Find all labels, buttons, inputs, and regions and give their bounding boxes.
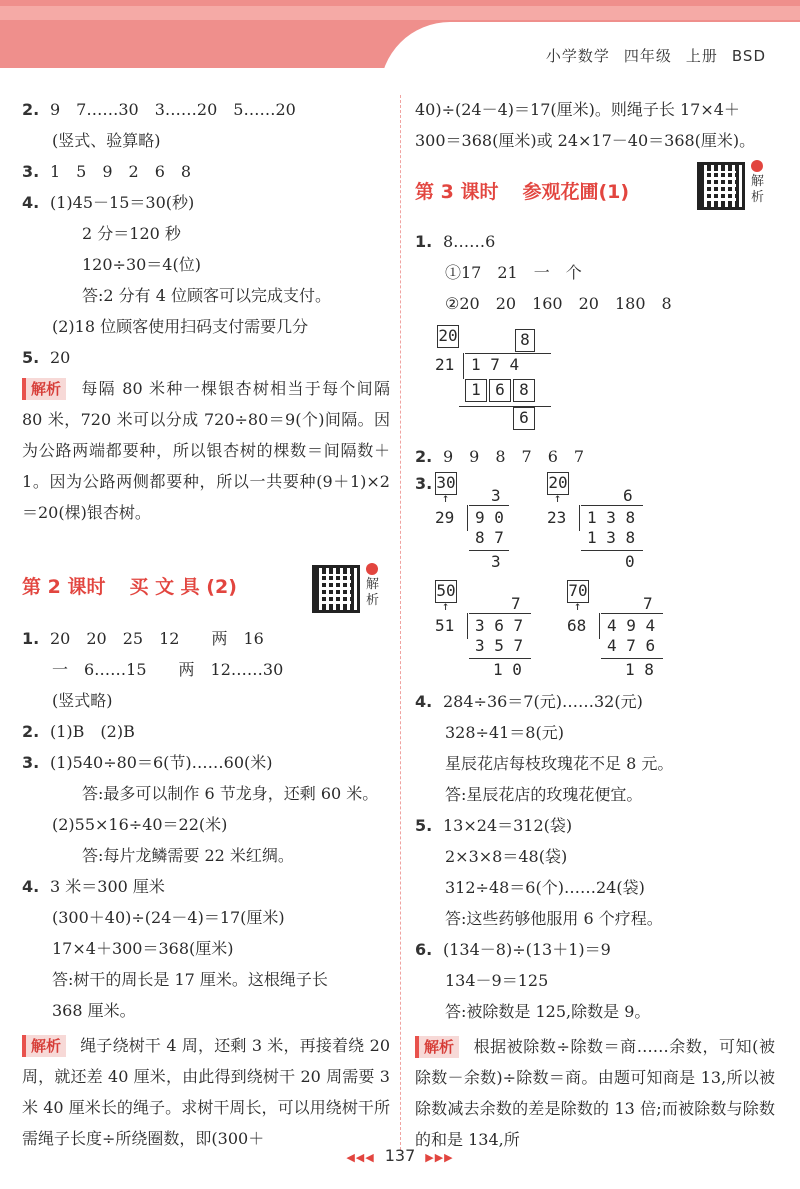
answer-4-line: 2 分＝120 秒: [82, 224, 181, 243]
s2-answer-4-line: 17×4＋300＝368(厘米): [52, 939, 234, 958]
left-column: [22, 94, 390, 1154]
answer-2-note: (竖式、验算略): [52, 131, 161, 150]
continued-line: 300＝368(厘米)或 24×17－40＝368(厘米)。: [415, 131, 756, 150]
continued-line: 40)÷(24－4)＝17(厘米)。则绳子长 17×4＋: [415, 100, 740, 119]
answer-3: 3. 1 5 9 2 6 8: [22, 162, 192, 181]
estimate-box: 20: [547, 472, 569, 495]
s3-answer-1: 1. 8……6: [415, 232, 496, 251]
s2-answer-1-line: 一 6……15 两 12……30: [52, 660, 284, 679]
analysis-tag: 解析: [22, 1035, 66, 1057]
page-number: 137: [384, 1146, 416, 1165]
answer-4-line: (2)18 位顾客使用扫码支付需要几分: [52, 317, 309, 336]
section-heading-2: 第 2 课时 买 文 具 (2) 解析: [22, 559, 390, 615]
s2-answer-4-line: (300＋40)÷(24－4)＝17(厘米): [52, 908, 285, 927]
analysis-block: 解析 每隔 80 米种一棵银杏树相当于每个间隔 80 米，720 米可以分成 720÷80＝9(个)间隔。因为公路两端都要种，所以银杏树的棵数＝间隔数＋1。因为公路两侧都要种，所以一共要种(9＋1)×2＝20(棵)银杏树。: [22, 379, 390, 522]
product-box: 1: [465, 379, 487, 402]
s3-answer-1-line: ①17 21 一 个: [445, 263, 582, 282]
long-division: 50 ↑ 7 51 3 6 7 3 5 7 1 0: [435, 580, 555, 680]
quotient-box: 8: [515, 329, 535, 352]
answer-4-line: 120÷30＝4(位): [82, 255, 201, 274]
s2-answer-3: 3. (1)540÷80＝6(节)……60(米): [22, 753, 273, 772]
s2-answer-1-line: (竖式略): [52, 691, 113, 710]
s3-answer-5-line: 2×3×8＝48(袋): [445, 847, 568, 866]
s3-answer-2: 2. 9 9 8 7 6 7: [415, 447, 585, 466]
page-footer: [0, 1146, 800, 1165]
long-division-1: [435, 319, 775, 431]
header-edition: BSD: [731, 47, 766, 65]
s3-answer-5: 5. 13×24＝312(袋): [415, 816, 573, 835]
answer-2: 2. 9 7……30 3……20 5……20: [22, 100, 296, 119]
estimate-box: 70: [567, 580, 589, 603]
divisor: 21: [435, 355, 455, 374]
s3-answer-6-line: 134－9＝125: [445, 971, 549, 990]
next-arrows-icon: ▶▶▶: [425, 1151, 454, 1164]
qr-code-icon[interactable]: [697, 162, 745, 210]
s3-answer-6: 6. (134－8)÷(13＋1)＝9: [415, 940, 611, 959]
s3-answer-4-line: 328÷41＝8(元): [445, 723, 564, 742]
prev-arrows-icon: ◀◀◀: [346, 1151, 375, 1164]
qr-code-icon[interactable]: [312, 565, 360, 613]
play-icon: [751, 160, 763, 172]
s3-answer-5-line: 答:这些药够他服用 6 个疗程。: [445, 909, 663, 928]
s3-answer-4-line: 答:星辰花店的玫瑰花便宜。: [445, 785, 643, 804]
product-box: 8: [513, 379, 535, 402]
analysis-link[interactable]: 解析: [366, 563, 384, 609]
s3-answer-4: 4. 284÷36＝7(元)……32(元): [415, 692, 643, 711]
s2-answer-4: 4. 3 米＝300 厘米: [22, 877, 165, 896]
analysis-block-2: 解析 绳子绕树干 4 周，还剩 3 米，再接着绕 20 周，就还差 40 厘米，由此得到绕树干 20 周需要 3 米 40 厘米长的绳子。求树干周长，可以用绕树干所需绳子长度÷所绕圈数，即(300＋: [22, 1036, 390, 1148]
s2-answer-3-line: 答:每片龙鳞需要 22 米红绸。: [82, 846, 294, 865]
s3-answer-5-line: 312÷48＝6(个)……24(袋): [445, 878, 645, 897]
analysis-block-3: 解析 根据被除数÷除数＝商……余数，可知(被除数－余数)÷除数＝商。由题可知商是 13,所以被除数减去余数的差是除数的 13 倍;而被除数与除数的和是 134,所: [415, 1037, 775, 1149]
s3-answer-6-line: 答:被除数是 125,除数是 9。: [445, 1002, 651, 1021]
long-division: 30 ↑ 3 29 9 0 8 7 3: [435, 472, 555, 572]
estimate-box: 20: [437, 325, 459, 348]
analysis-tag: 解析: [22, 378, 66, 400]
column-divider: [400, 95, 401, 1150]
header-subject: 小学数学: [545, 47, 610, 65]
play-icon: [366, 563, 378, 575]
long-division: 70 ↑ 7 68 4 9 4 4 7 6 1 8: [567, 580, 687, 680]
remainder-box: 6: [513, 407, 535, 430]
header-strip: [0, 6, 800, 20]
answer-4-line: 答:2 分有 4 位顾客可以完成支付。: [82, 286, 332, 305]
answer-5: 5. 20: [22, 348, 71, 367]
s2-answer-3-line: 答:最多可以制作 6 节龙身，还剩 60 米。: [82, 784, 379, 803]
s3-answer-1-line: ②20 20 160 20 180 8: [445, 294, 672, 313]
s2-answer-4-line: 368 厘米。: [52, 1001, 136, 1020]
header-volume: 上册: [685, 47, 718, 65]
s2-answer-4-line: 答:树干的周长是 17 厘米。这根绳子长: [52, 970, 328, 989]
product-box: 6: [489, 379, 511, 402]
page-header: [532, 45, 766, 66]
section-heading-3: 第 3 课时 参观花圃(1) 解析: [415, 164, 775, 220]
s2-answer-1: 1. 20 20 25 12 两 16: [22, 629, 264, 648]
s2-answer-3-line: (2)55×16÷40＝22(米): [52, 815, 228, 834]
analysis-tag: 解析: [415, 1036, 459, 1058]
answer-4: 4. (1)45－15＝30(秒): [22, 193, 195, 212]
s2-answer-2: 2. (1)B (2)B: [22, 722, 135, 741]
right-column: [415, 94, 775, 1155]
s3-answer-4-line: 星辰花店每枝玫瑰花不足 8 元。: [445, 754, 674, 773]
dividend: 1 7 4: [471, 355, 520, 374]
estimate-box: 30: [435, 472, 457, 495]
s3-answer-3: 3. 30 ↑ 3 29 9 0 8 7 3 20 ↑ 6 23 1 3 8 1 3 8 0 50 ↑ 7 51 3 6 7 3 5 7 1 0 70 ↑ 7 68 4 9 4 4 7 6 1 8: [415, 472, 775, 680]
analysis-link[interactable]: 解析: [751, 160, 769, 206]
estimate-box: 50: [435, 580, 457, 603]
long-division: 20 ↑ 6 23 1 3 8 1 3 8 0: [547, 472, 667, 572]
header-grade: 四年级: [623, 47, 672, 65]
